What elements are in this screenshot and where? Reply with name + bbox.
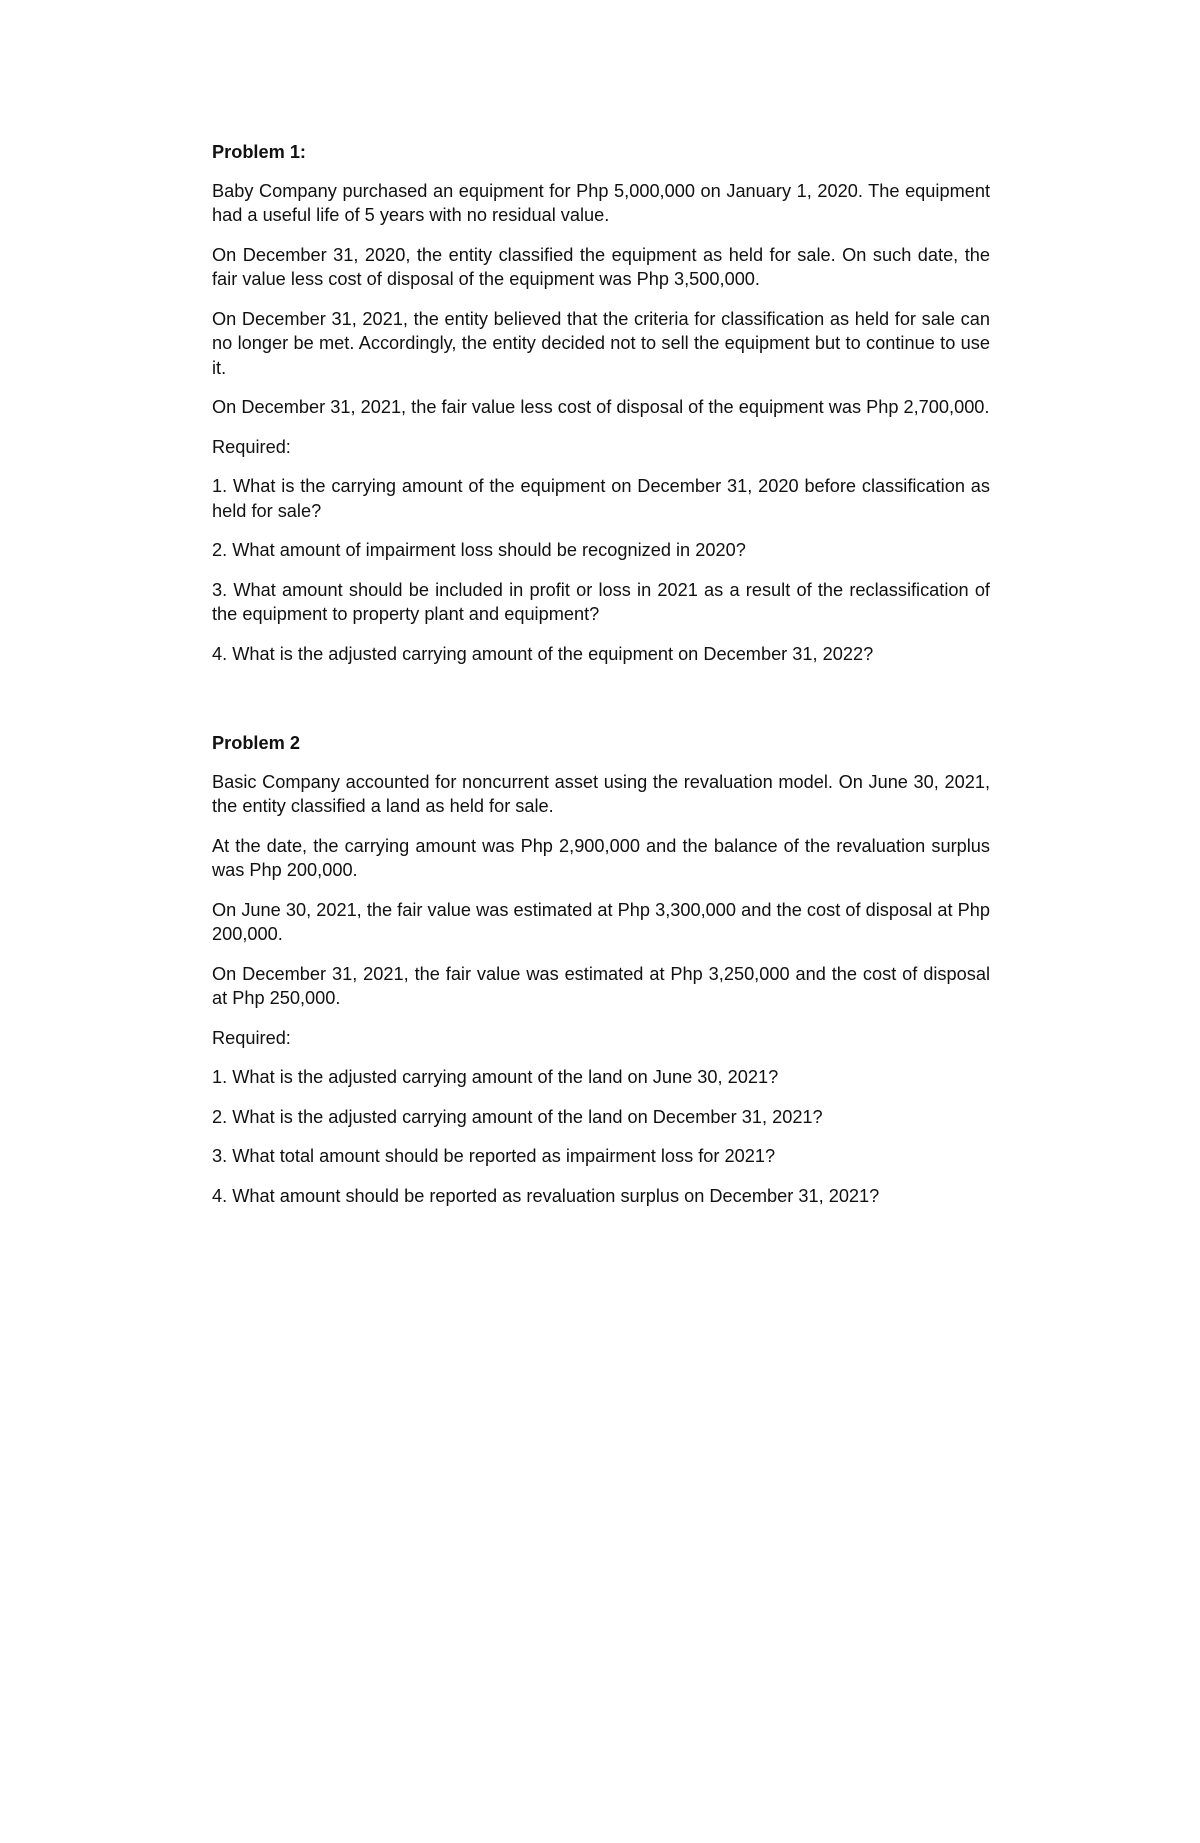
problem-2-paragraph: At the date, the carrying amount was Php 2,900,000 and the balance of the revaluation surplus was Php 200,000. — [212, 835, 990, 880]
problem-2-paragraph: Basic Company accounted for noncurrent asset using the revaluation model. On June 30, 2021, the entity classified a land as held for sale. — [212, 771, 990, 816]
problem-1-required-label: Required: — [212, 436, 291, 457]
problem-1-paragraph: On December 31, 2020, the entity classified the equipment as held for sale. On such date, the fair value less cost of disposal of the equipment was Php 3,500,000. — [212, 244, 990, 289]
problem-1-paragraph: Baby Company purchased an equipment for Php 5,000,000 on January 1, 2020. The equipment had a useful life of 5 years with no residual value. — [212, 180, 990, 225]
problem-1-paragraph: On December 31, 2021, the fair value less cost of disposal of the equipment was Php 2,700,000. — [212, 397, 990, 417]
problem-2-paragraph: On June 30, 2021, the fair value was estimated at Php 3,300,000 and the cost of disposal at Php 200,000. — [212, 899, 990, 944]
problem-2-question: 4. What amount should be reported as revaluation surplus on December 31, 2021? — [212, 1185, 880, 1206]
problem-1-heading: Problem 1: — [212, 142, 306, 162]
problem-2-required-label: Required: — [212, 1027, 291, 1048]
problem-2-section — [212, 731, 990, 1208]
problem-2-paragraph: On December 31, 2021, the fair value was estimated at Php 3,250,000 and the cost of disposal at Php 250,000. — [212, 963, 990, 1008]
problem-1-question: 2. What amount of impairment loss should be recognized in 2020? — [212, 540, 746, 560]
problem-2-question: 1. What is the adjusted carrying amount of the land on June 30, 2021? — [212, 1067, 779, 1087]
problem-2-heading: Problem 2 — [212, 733, 300, 753]
problem-1-paragraph: On December 31, 2021, the entity believed that the criteria for classification as held for sale can no longer be met. Accordingly, the entity decided not to sell the equipment but to continue to use it. — [212, 308, 990, 378]
section-spacer — [212, 681, 990, 731]
problem-1-question: 1. What is the carrying amount of the equipment on December 31, 2020 before classification as held for sale? — [212, 476, 990, 521]
problem-2-question: 2. What is the adjusted carrying amount of the land on December 31, 2021? — [212, 1106, 823, 1127]
problem-1-question: 3. What amount should be included in profit or loss in 2021 as a result of the reclassification of the equipment to property plant and equipment? — [212, 579, 990, 624]
document-body — [212, 140, 990, 1223]
problem-1-question: 4. What is the adjusted carrying amount of the equipment on December 31, 2022? — [212, 643, 874, 664]
problem-1-section — [212, 140, 990, 666]
problem-2-question: 3. What total amount should be reported as impairment loss for 2021? — [212, 1146, 776, 1166]
